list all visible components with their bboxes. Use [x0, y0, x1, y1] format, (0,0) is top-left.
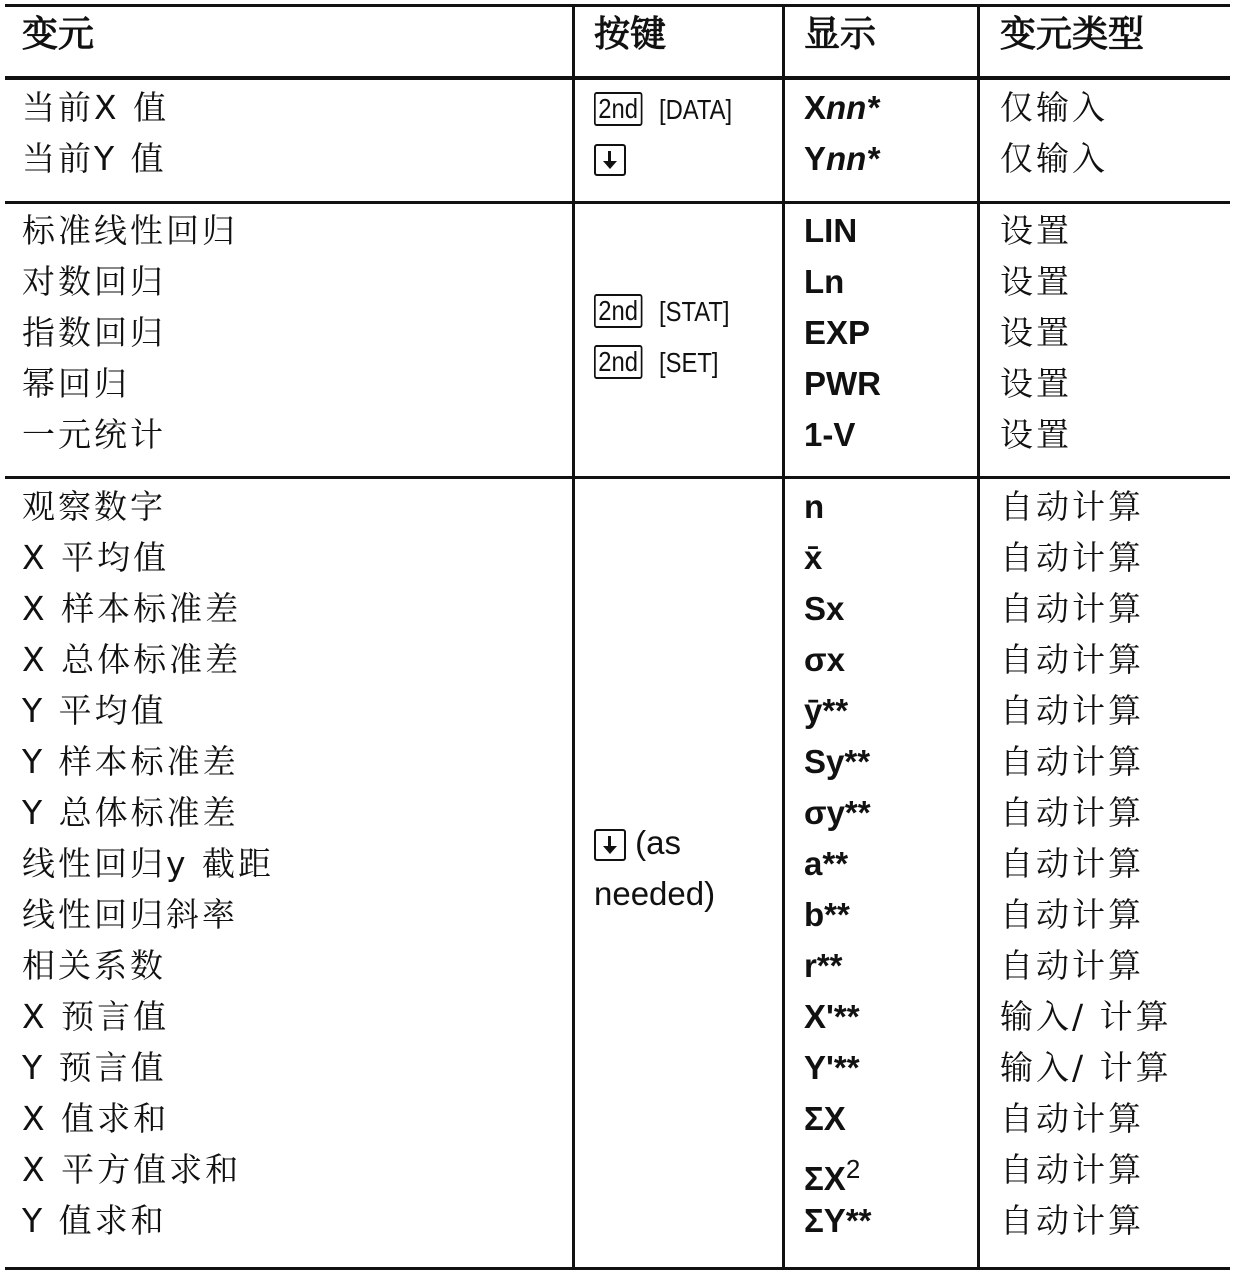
- display-code: ΣY**: [804, 1202, 872, 1239]
- variable-type: 设置: [1000, 262, 1072, 301]
- variable-label: X 总体标准差: [22, 640, 242, 679]
- variable-type: 自动计算: [1000, 895, 1144, 934]
- variable-label: 观察数字: [22, 487, 166, 526]
- display-code: PWR: [804, 365, 881, 402]
- section2-types: [1000, 205, 1072, 460]
- display-code: Xnn*: [804, 89, 880, 126]
- section3-keys: [594, 817, 715, 919]
- variable-type: 仅输入: [1000, 139, 1108, 178]
- variable-label: 线性回归斜率: [22, 895, 238, 934]
- variable-label: X 预言值: [22, 997, 170, 1036]
- variable-type: 自动计算: [1000, 589, 1144, 628]
- variable-label: X 平方值求和: [22, 1150, 242, 1189]
- variable-type: 设置: [1000, 313, 1072, 352]
- header-keys: 按键: [594, 14, 667, 55]
- key-set: [SET]: [659, 346, 719, 378]
- display-code: x̄: [804, 539, 823, 576]
- display-code: σx: [804, 641, 845, 678]
- key-note: (as: [635, 824, 682, 861]
- section2-bottom-rule: [5, 476, 1230, 479]
- header-variable: 变元: [22, 14, 95, 55]
- key-note: needed): [594, 875, 716, 912]
- variable-type: 自动计算: [1000, 742, 1144, 781]
- display-code: r**: [804, 947, 843, 984]
- display-code: Y'**: [804, 1049, 860, 1086]
- variable-type: 输入/ 计算: [1000, 997, 1172, 1036]
- key-sequence: [594, 133, 745, 184]
- variable-label: 对数回归: [22, 262, 166, 301]
- variable-label: X 值求和: [22, 1099, 170, 1138]
- section2-keys: [594, 284, 742, 386]
- variable-label: 当前X 值: [22, 88, 170, 127]
- variable-label: Y 平均值: [22, 691, 167, 730]
- variable-type: 输入/ 计算: [1000, 1048, 1172, 1087]
- variable-label: 线性回归y 截距: [22, 844, 275, 883]
- display-code: ΣX: [804, 1100, 846, 1137]
- variable-type: 自动计算: [1000, 538, 1144, 577]
- section3-display: [804, 481, 872, 1246]
- down-arrow-key-icon: [594, 144, 626, 176]
- variable-label: 当前Y 值: [22, 139, 167, 178]
- column-divider-3: [977, 4, 980, 1270]
- display-code: ȳ**: [804, 692, 849, 729]
- display-code: 1-V: [804, 416, 856, 453]
- column-divider-2: [782, 4, 785, 1270]
- variable-label: Y 预言值: [22, 1048, 167, 1087]
- variable-type: 设置: [1000, 211, 1072, 250]
- header-bottom-rule: [5, 76, 1230, 80]
- section1-bottom-rule: [5, 201, 1230, 204]
- section1-display: [804, 82, 879, 184]
- section1-types: [1000, 82, 1108, 184]
- display-code: Ynn*: [804, 140, 880, 177]
- variable-type: 自动计算: [1000, 844, 1144, 883]
- variable-label: 幂回归: [22, 364, 130, 403]
- column-divider-1: [572, 4, 575, 1270]
- display-code: n: [804, 488, 825, 525]
- variable-label: 一元统计: [22, 415, 166, 454]
- key-2nd: 2nd: [594, 294, 642, 328]
- variable-label: X 平均值: [22, 538, 170, 577]
- section2-variables: [22, 205, 238, 460]
- key-2nd: 2nd: [594, 92, 642, 126]
- variable-label: 指数回归: [22, 313, 166, 352]
- display-code: Ln: [804, 263, 845, 300]
- variable-label: Y 样本标准差: [22, 742, 239, 781]
- key-2nd: 2nd: [594, 345, 642, 379]
- key-sequence: [594, 82, 745, 133]
- variable-type: 自动计算: [1000, 640, 1144, 679]
- variable-label: 相关系数: [22, 946, 166, 985]
- display-code: a**: [804, 845, 849, 882]
- variable-type: 仅输入: [1000, 88, 1108, 127]
- variable-type: 自动计算: [1000, 1201, 1144, 1240]
- variable-label: X 样本标准差: [22, 589, 242, 628]
- display-code: X'**: [804, 998, 860, 1035]
- section3-variables: [22, 481, 274, 1246]
- section3-types: [1000, 481, 1172, 1246]
- variable-type: 自动计算: [1000, 691, 1144, 730]
- display-code: $\Sigma X^2$: [804, 1154, 861, 1197]
- section1-variables: [22, 82, 169, 184]
- display-code: b**: [804, 896, 850, 933]
- section1-keys: [594, 82, 745, 184]
- header-type: 变元类型: [1000, 14, 1145, 55]
- down-arrow-key-icon: [594, 829, 626, 861]
- display-code: Sy**: [804, 743, 871, 780]
- variable-type: 自动计算: [1000, 487, 1144, 526]
- variable-label: 标准线性回归: [22, 211, 238, 250]
- header-display: 显示: [804, 14, 877, 55]
- display-code: σy**: [804, 794, 871, 831]
- table-bottom-rule: [5, 1267, 1230, 1270]
- key-stat: [STAT]: [659, 295, 730, 327]
- display-code: LIN: [804, 212, 858, 249]
- variable-type: 自动计算: [1000, 1099, 1144, 1138]
- variable-type: 设置: [1000, 415, 1072, 454]
- section2-display: [804, 205, 881, 460]
- table-top-rule: [5, 4, 1230, 7]
- variable-label: Y 总体标准差: [22, 793, 239, 832]
- variable-label: Y 值求和: [22, 1201, 167, 1240]
- variable-type: 自动计算: [1000, 793, 1144, 832]
- key-data: [DATA]: [659, 93, 733, 125]
- key-sequence: [594, 284, 742, 335]
- display-code: EXP: [804, 314, 871, 351]
- variable-type: 自动计算: [1000, 1150, 1144, 1189]
- key-sequence: [594, 817, 715, 868]
- variable-type: 设置: [1000, 364, 1072, 403]
- display-code: Sx: [804, 590, 845, 627]
- variable-type: 自动计算: [1000, 946, 1144, 985]
- key-sequence: [594, 335, 742, 386]
